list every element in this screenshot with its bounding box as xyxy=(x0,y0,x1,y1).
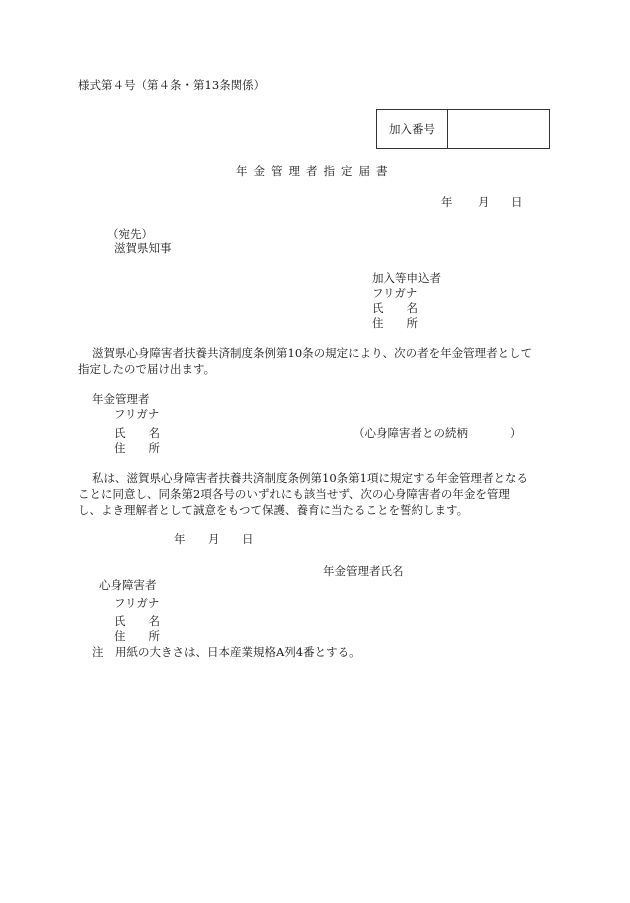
membership-number-field[interactable] xyxy=(448,110,549,148)
disabled-person-furigana: フリガナ xyxy=(114,596,160,610)
document-title: 年金管理者指定届書 xyxy=(236,164,394,178)
manager-address: 住 所 xyxy=(114,441,160,455)
pledge-line-3: し、よき理解者として誠意をもつて保護、養育に当たることを誓約します。 xyxy=(78,503,469,517)
mid-date-day: 日 xyxy=(242,532,254,546)
manager-furigana: フリガナ xyxy=(114,407,160,421)
form-number: 様式第４号（第４条・第13条関係） xyxy=(78,78,266,92)
manager-signature-label: 年金管理者氏名 xyxy=(323,564,404,578)
pledge-line-1: 私は、滋賀県心身障害者扶養共済制度条例第10条第1項に規定する年金管理者となる xyxy=(92,471,528,485)
intro-line-1: 滋賀県心身障害者扶養共済制度条例第10条の規定により、次の者を年金管理者として xyxy=(92,346,533,360)
disabled-person-address: 住 所 xyxy=(114,629,160,643)
manager-name: 氏 名 xyxy=(114,426,160,440)
manager-heading: 年金管理者 xyxy=(92,392,150,406)
membership-number-box xyxy=(376,109,550,149)
applicant-name: 氏 名 xyxy=(372,301,418,315)
disabled-person-heading: 心身障害者 xyxy=(99,578,157,592)
addressee-prefix: （宛先） xyxy=(107,227,153,241)
applicant-furigana: フリガナ xyxy=(372,286,418,300)
manager-relation-label: （心身障害者との続柄 xyxy=(353,426,468,440)
disabled-person-name: 氏 名 xyxy=(114,614,160,628)
applicant-address: 住 所 xyxy=(372,316,418,330)
applicant-heading: 加入等申込者 xyxy=(372,271,441,285)
pledge-line-2: ことに同意し、同条第2項各号のいずれにも該当せず、次の心身障害者の年金を管理 xyxy=(78,487,510,501)
top-date-day: 日 xyxy=(511,195,523,209)
footnote: 注 用紙の大きさは、日本産業規格A列4番とする。 xyxy=(92,645,361,659)
addressee-name: 滋賀県知事 xyxy=(114,241,172,255)
manager-relation-close: ） xyxy=(510,426,522,440)
mid-date-month: 月 xyxy=(208,532,220,546)
top-date-year: 年 xyxy=(441,195,453,209)
intro-line-2: 指定したので届け出ます。 xyxy=(78,362,216,376)
top-date-month: 月 xyxy=(478,195,490,209)
mid-date-year: 年 xyxy=(174,532,186,546)
membership-number-label: 加入番号 xyxy=(377,110,448,148)
